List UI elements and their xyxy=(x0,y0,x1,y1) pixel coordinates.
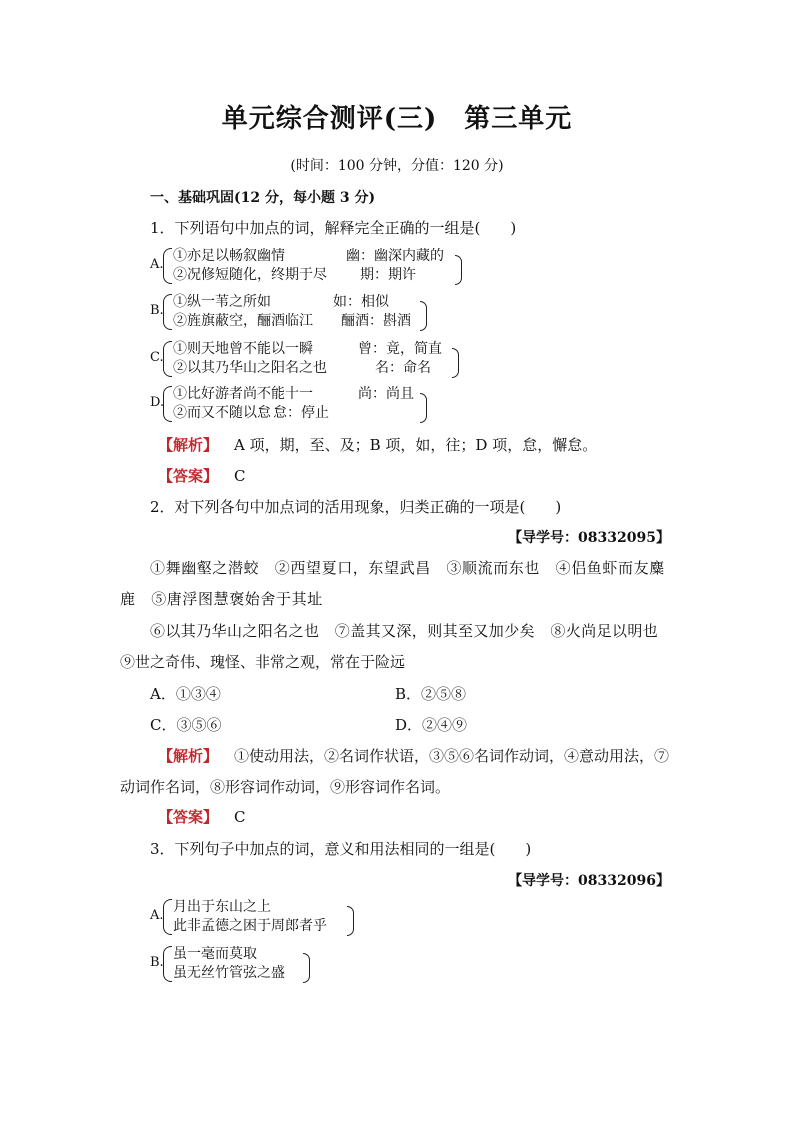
question-3-option-a xyxy=(150,896,410,938)
question-3-stem: 3．下列句子中加点的词，意义和用法相同的一组是( ) xyxy=(150,840,532,858)
answer-label: 【答案】 xyxy=(158,808,219,826)
option-line-1: ①纵一苇之所如 xyxy=(173,294,271,310)
question-2-line-3: ⑥以其乃华山之阳名之也 ⑦盖其又深，则其至又加少矣 ⑧火尚足以明也 xyxy=(150,622,659,640)
option-gloss-2: 怠：停止 xyxy=(273,405,329,421)
option-gloss-2: 期：期许 xyxy=(360,267,416,283)
right-brace xyxy=(452,348,459,378)
question-2-line-4: ⑨世之奇伟、瑰怪、非常之观，常在于险远 xyxy=(120,653,406,671)
question-1-answer xyxy=(158,465,246,486)
option-gloss-1: 幽：幽深内藏的 xyxy=(346,248,444,264)
option-label: B. xyxy=(150,303,164,318)
option-line-1: ①则天地曾不能以一瞬 xyxy=(173,341,313,357)
question-2-line-2: 鹿 ⑤唐浮图慧褒始舍于其址 xyxy=(120,590,323,608)
option-line-2: ②况修短随化，终期于尽 xyxy=(173,267,327,283)
question-2-analysis-cont: 动词作名词，⑧形容词作动词，⑨形容词作名词。 xyxy=(120,778,451,796)
left-brace xyxy=(163,386,172,422)
option-label: D. xyxy=(150,395,165,410)
question-2-option-c: C．③⑤⑥ xyxy=(150,716,222,734)
option-gloss-2: 酾酒：斟酒 xyxy=(341,313,411,329)
option-line-1: 虽一毫而莫取 xyxy=(173,946,257,962)
answer-text: C xyxy=(234,467,246,485)
guide-number: 【导学号：08332096】 xyxy=(508,873,670,889)
answer-text: C xyxy=(234,808,246,826)
question-2-analysis xyxy=(158,745,669,766)
right-brace xyxy=(420,301,427,331)
question-3-option-b xyxy=(150,943,410,985)
question-1-option-b xyxy=(150,291,470,333)
page-subtitle: (时间：100 分钟，分值：120 分) xyxy=(290,158,504,174)
question-1-option-d xyxy=(150,383,470,425)
question-1-stem: 1．下列语句中加点的词，解释完全正确的一组是( ) xyxy=(150,219,517,237)
option-line-2: ②而又不随以怠 xyxy=(173,405,271,421)
analysis-text: A 项，期，至、及；B 项，如，往；D 项，怠，懈怠。 xyxy=(234,436,598,454)
question-2-answer xyxy=(158,806,246,827)
left-brace xyxy=(163,248,172,284)
answer-label: 【答案】 xyxy=(158,467,219,485)
left-brace xyxy=(163,899,172,935)
analysis-label: 【解析】 xyxy=(158,747,219,765)
option-line-1: ①比好游者尚不能十一 xyxy=(173,386,313,402)
option-label: C. xyxy=(150,350,164,365)
right-brace xyxy=(303,953,310,983)
question-2-option-d: D．②④⑨ xyxy=(395,716,468,734)
guide-number: 【导学号：08332095】 xyxy=(508,530,670,546)
option-label: A. xyxy=(150,908,164,923)
option-line-1: ①亦足以畅叙幽情 xyxy=(173,248,285,264)
question-2-option-a: A．①③④ xyxy=(150,685,221,703)
option-label: B. xyxy=(150,955,164,970)
analysis-label: 【解析】 xyxy=(158,436,219,454)
right-brace xyxy=(420,393,427,423)
option-line-2: 此非孟德之困于周郎者乎 xyxy=(173,918,327,934)
section-heading: 一、基础巩固(12 分，每小题 3 分) xyxy=(150,190,376,206)
page-title: 单元综合测评(三) 第三单元 xyxy=(221,104,573,134)
option-line-2: ②旌旗蔽空，酾酒临江 xyxy=(173,313,313,329)
option-gloss-2: 名：命名 xyxy=(375,360,431,376)
left-brace xyxy=(163,341,172,377)
analysis-text-1: ①使动用法，②名词作状语，③⑤⑥名词作动词，④意动用法，⑦ xyxy=(234,747,670,765)
question-1-option-c xyxy=(150,338,470,380)
option-gloss-1: 曾：竟，简直 xyxy=(358,341,442,357)
question-2-stem: 2．对下列各句中加点词的活用现象，归类正确的一项是( ) xyxy=(150,498,562,516)
question-2-option-b: B．②⑤⑧ xyxy=(395,685,467,703)
option-line-1: 月出于东山之上 xyxy=(173,899,271,915)
question-1-option-a xyxy=(150,245,470,287)
option-line-2: ②以其乃华山之阳名之也 xyxy=(173,360,327,376)
option-gloss-1: 如：相似 xyxy=(333,294,389,310)
option-gloss-1: 尚：尚且 xyxy=(358,386,414,402)
left-brace xyxy=(163,946,172,982)
left-brace xyxy=(163,294,172,330)
option-label: A. xyxy=(150,257,164,272)
right-brace xyxy=(347,906,354,936)
question-2-line-1: ①舞幽壑之潜蛟 ②西望夏口，东望武昌 ③顺流而东也 ④侣鱼虾而友麋 xyxy=(150,559,665,577)
question-1-analysis xyxy=(158,434,597,455)
option-line-2: 虽无丝竹管弦之盛 xyxy=(173,965,285,981)
right-brace xyxy=(455,255,462,285)
